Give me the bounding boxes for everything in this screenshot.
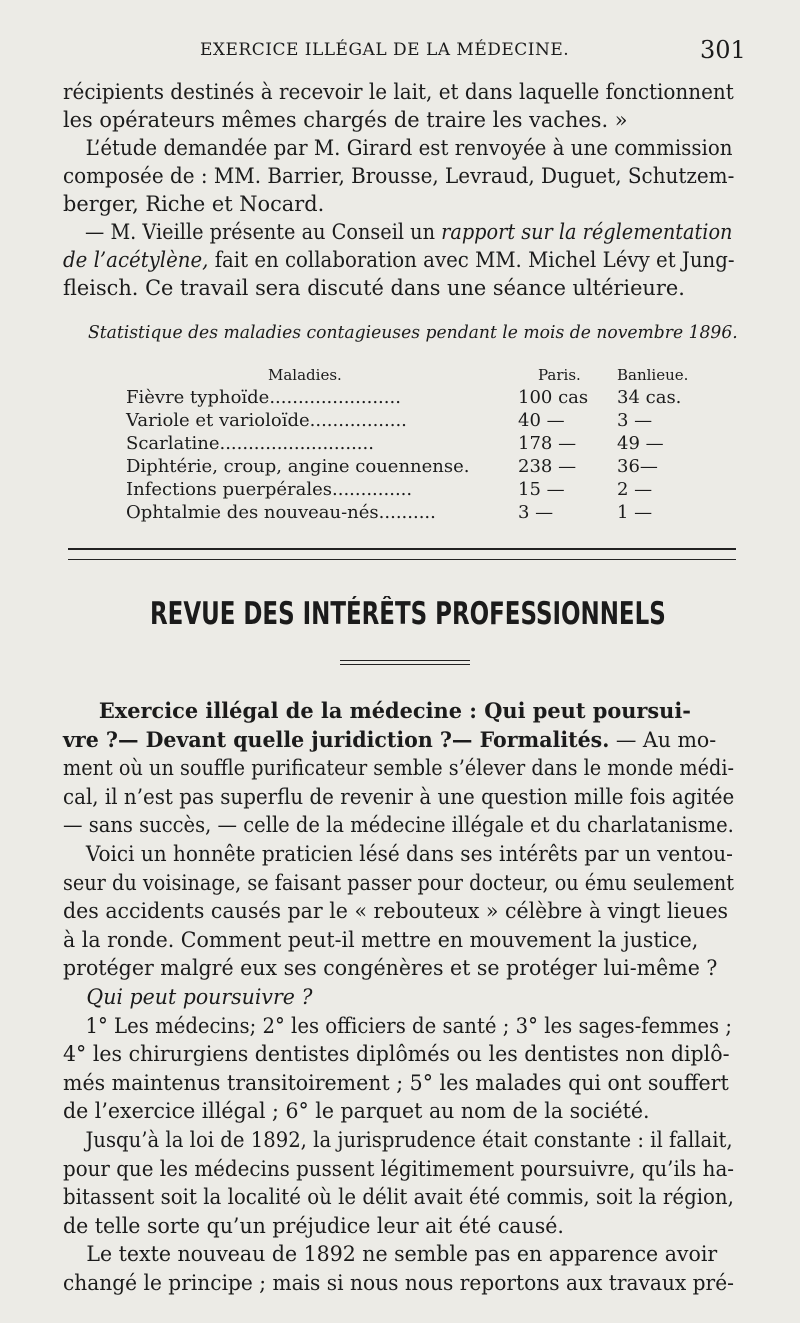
title-continuation: — Au mo- — [609, 727, 717, 752]
double-rule-divider — [68, 548, 736, 560]
text-line — [63, 218, 733, 246]
text-line: 4° les chirurgiens dentistes diplômés ou les dentistes non diplô- — [63, 1042, 730, 1067]
banlieue-count: 3 — — [617, 410, 653, 431]
paris-count: 40 — — [518, 410, 565, 431]
article-paragraph-4 — [63, 1126, 750, 1240]
statistics-table — [120, 362, 700, 524]
vieille-rest: fait en collaboration avec MM. Michel Lévy et Jung- — [208, 248, 735, 272]
text-line: bitassent soit la localité où le délit avait été commis, soit la région, — [63, 1185, 734, 1210]
text-line: les opérateurs mêmes chargés de traire les vaches. » — [63, 108, 628, 132]
paris-count: 15 — — [518, 479, 565, 500]
banlieue-count: 49 — — [617, 433, 664, 454]
text-line: Le texte nouveau de 1892 ne semble pas en apparence avoir — [86, 1242, 718, 1267]
banlieue-count: 2 — — [617, 479, 653, 500]
article-subheading — [63, 983, 750, 1012]
intro-paragraph-1 — [63, 78, 738, 134]
text-line: changé le principe ; mais si nous nous reportons aux travaux pré- — [63, 1270, 734, 1295]
table-row — [120, 409, 700, 432]
table-row — [120, 501, 700, 524]
intro-paragraph-2 — [63, 134, 738, 218]
text-line: des accidents causés par le « rebouteux » célèbre à vingt lieues — [63, 899, 729, 924]
table-row — [120, 478, 700, 501]
article-title-line: Exercice illégal de la médecine : Qui peut poursui- — [98, 698, 691, 723]
article-paragraph-2 — [63, 840, 750, 983]
paris-count: 3 — — [518, 502, 554, 523]
table-row — [120, 432, 700, 455]
report-title-part1: rapport sur la réglementation — [441, 220, 733, 244]
text-line: berger, Riche et Nocard. — [63, 192, 325, 216]
text-line: — sans succès, — celle de la médecine illégale et du charlatanisme. — [63, 813, 734, 838]
paris-count: 238 — — [518, 456, 577, 477]
running-title: EXERCICE ILLÉGAL DE LA MÉDECINE. — [200, 40, 570, 60]
text-line: L’étude demandée par M. Girard est renvoyée à une commission — [85, 136, 733, 160]
subheading-text: Qui peut poursuivre ? — [86, 984, 313, 1009]
text-line: protéger malgré eux ses congénères et se protéger lui-même ? — [63, 956, 718, 981]
banlieue-count: 1 — — [617, 502, 653, 523]
text-line: à la ronde. Comment peut-il mettre en mouvement la justice, — [63, 927, 699, 952]
page-number: 301 — [700, 36, 746, 64]
disease-name: Diphtérie, croup, angine couennense. — [126, 456, 470, 477]
section-heading: REVUE DES INTÉRÊTS PROFESSIONNELS — [150, 596, 666, 632]
disease-name: Ophtalmie des nouveau-nés.......... — [126, 502, 436, 523]
disease-name: Scarlatine........................... — [126, 433, 374, 454]
report-title-part2: de l’acétylène, — [63, 248, 209, 272]
article-paragraph-1 — [63, 697, 750, 840]
intro-paragraph-3 — [63, 218, 738, 302]
short-rule-divider — [340, 660, 470, 665]
paris-count: 100 cas — [518, 387, 589, 408]
text-line: fleisch. Ce travail sera discuté dans une séance ultérieure. — [63, 276, 685, 300]
header-maladies: Maladies. — [268, 366, 342, 384]
paris-count: 178 — — [518, 433, 577, 454]
text-line: cal, il n’est pas superflu de revenir à une question mille fois agitée — [63, 784, 735, 809]
banlieue-count: 36— — [617, 456, 658, 477]
text-line: pour que les médecins pussent légitimement poursuivre, qu’ils ha- — [63, 1156, 734, 1181]
disease-name: Infections puerpérales.............. — [126, 479, 413, 500]
vieille-start: — M. Vieille présente au Conseil un — [85, 220, 442, 244]
text-line: de l’exercice illégal ; 6° le parquet au nom de la société. — [63, 1099, 650, 1124]
text-line: Jusqu’à la loi de 1892, la jurisprudence était constante : il fallait, — [85, 1127, 733, 1152]
text-line: més maintenus transitoirement ; 5° les malades qui ont souffert — [63, 1070, 729, 1095]
text-line: ment où un souffle purificateur semble s’élever dans le monde médi- — [63, 756, 735, 781]
text-line — [63, 246, 735, 274]
statistics-title: Statistique des maladies contagieuses pendant le mois de novembre 1896. — [88, 322, 738, 343]
text-line — [63, 726, 734, 755]
disease-name: Fièvre typhoïde....................... — [126, 387, 401, 408]
article-paragraph-3 — [63, 1012, 750, 1126]
text-line: Voici un honnête praticien lésé dans ses intérêts par un ventou- — [85, 841, 733, 866]
header-banlieue: Banlieue. — [617, 366, 689, 384]
disease-name: Variole et varioloïde................. — [126, 410, 407, 431]
header-paris: Paris. — [538, 366, 581, 384]
article-title-end: vre ?— Devant quelle juridiction ?— Formalités. — [63, 726, 610, 752]
article-paragraph-5 — [63, 1240, 750, 1297]
page-header — [0, 36, 800, 70]
table-row — [120, 386, 700, 409]
banlieue-count: 34 cas. — [617, 387, 682, 408]
text-line: 1° Les médecins; 2° les officiers de santé ; 3° les sages-femmes ; — [85, 1013, 732, 1038]
text-line: récipients destinés à recevoir le lait, et dans laquelle fonctionnent — [63, 80, 734, 104]
table-row — [120, 455, 700, 478]
text-line: composée de : MM. Barrier, Brousse, Levraud, Duguet, Schutzem- — [63, 164, 735, 188]
article-body — [63, 697, 750, 1297]
text-line: de telle sorte qu’un préjudice leur ait été causé. — [63, 1213, 564, 1238]
statistics-header-row — [120, 362, 700, 386]
text-line: seur du voisinage, se faisant passer pour docteur, ou ému seulement — [63, 870, 735, 895]
intro-text — [63, 78, 738, 302]
